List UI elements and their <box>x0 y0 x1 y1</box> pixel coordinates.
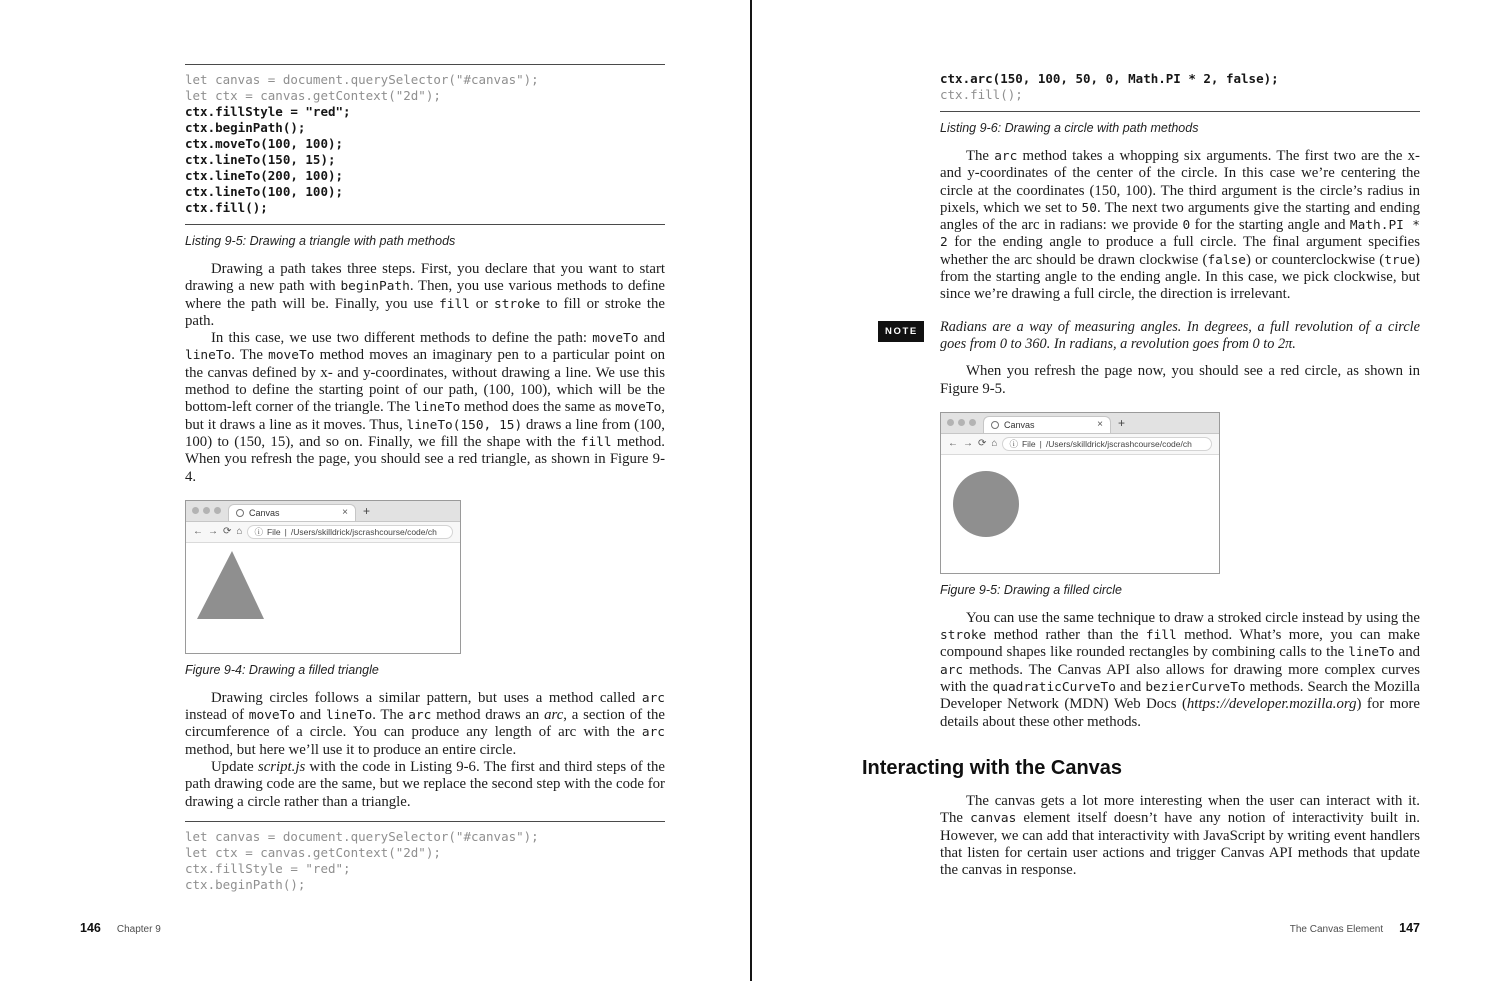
window-control-dots <box>947 419 976 426</box>
note-block <box>885 318 1420 354</box>
address-separator: | <box>284 526 287 537</box>
paragraph-stroked-circle: You can use the same technique to draw a stroked circle instead by using the stroke method rather than the fill method. What’s more, you can make compound shapes like rounded rectangles by combining calls to the lineTo and arc methods. The Canvas API also allows for drawing more complex curves with the quadraticCurveTo and bezierCurveTo methods. Search the Mozilla Developer Network (MDN) Web Docs (https://developer.mozilla.org) for more details about these other methods. <box>940 609 1421 730</box>
circle-shape <box>941 455 1219 573</box>
paragraph-in-this-case: In this case, we use two different methods to define the path: moveTo and lineTo. The moveTo method moves an imaginary pen to a particular point on the canvas defined by x- and y-coordinates, without drawing a line. We use this method to define the starting point of our path, (100, 100), which will be the bottom-left corner of the triangle. The lineTo method does the same as moveTo, but it draws a line as it moves. Thus, lineTo(150, 15) draws a line from (100, 100) to (150, 15), and so on. Finally, we fill the shape with the fill method. When you refresh the page, you should see a red triangle, as shown in Figure 9-4. <box>185 330 665 485</box>
window-dot-icon <box>214 507 221 514</box>
window-dot-icon <box>969 419 976 426</box>
note-text: Radians are a way of measuring angles. In degrees, a full revolution of a circle goes from 0 to 360. In radians, a revolution goes from 0 to 2π. <box>940 318 1420 352</box>
paragraph-drawing-circles: Drawing circles follows a similar pattern, but uses a method called arc instead of moveTo and lineTo. The arc method draws an arc, a section of the circumference of a circle. You can produce any length of arc with the arc method, but here we’ll use it to produce an entire circle. <box>185 689 665 758</box>
info-icon: ⓘ <box>1009 438 1018 449</box>
window-dot-icon <box>958 419 965 426</box>
window-dot-icon <box>203 507 210 514</box>
address-bar <box>247 525 453 539</box>
page-right-column <box>862 64 1421 879</box>
window-dot-icon <box>947 419 954 426</box>
figure-9-4-caption: Figure 9-4: Drawing a filled triangle <box>185 662 379 677</box>
url-text: /Users/skilldrick/jscrashcourse/code/ch <box>1045 438 1192 449</box>
section-heading-interacting: Interacting with the Canvas <box>862 756 1123 779</box>
left-page-footer <box>80 921 161 935</box>
listing-9-6-code-part2: ctx.arc(150, 100, 50, 0, Math.PI * 2, false); ctx.fill(); <box>940 64 1420 112</box>
url-text: /Users/skilldrick/jscrashcourse/code/ch <box>290 526 437 537</box>
forward-icon: → <box>963 438 973 450</box>
listing-9-5-code: let canvas = document.querySelector("#canvas"); let ctx = canvas.getContext("2d"); ctx.fillStyle = "red"; ctx.beginPath(); ctx.moveTo(100, 100); ctx.lineTo(150, 15); ctx.lineTo(200, 100); ctx.lineTo(100, 100); ctx.fill(); <box>185 64 665 225</box>
home-icon: ⌂ <box>236 526 243 538</box>
home-icon: ⌂ <box>991 438 998 450</box>
browser-tab-bar <box>941 413 1219 434</box>
page-left-column <box>185 64 665 901</box>
listing-9-6-caption: Listing 9-6: Drawing a circle with path methods <box>940 121 1199 135</box>
paragraph-path-steps: Drawing a path takes three steps. First, you declare that you want to start drawing a new path with beginPath. Then, you use various methods to define where the path will be. Finally, you use fill or stroke to fill or stroke the path. <box>185 261 665 329</box>
forward-icon: → <box>208 526 218 538</box>
note-label: NOTE <box>878 321 924 342</box>
reload-icon: ⟳ <box>978 438 987 450</box>
paragraph-refresh: When you refresh the page now, you should see a red circle, as shown in Figure 9-5. <box>940 363 1420 397</box>
window-control-dots <box>192 507 221 514</box>
file-label: File <box>1021 438 1036 449</box>
window-dot-icon <box>192 507 199 514</box>
close-icon: × <box>1097 419 1103 431</box>
browser-tab <box>228 504 356 521</box>
chapter-label: Chapter 9 <box>116 924 161 935</box>
globe-icon <box>236 509 244 517</box>
canvas-content-area <box>186 543 460 653</box>
figure-9-5 <box>940 412 1220 574</box>
browser-tab <box>983 416 1111 433</box>
globe-icon <box>991 421 999 429</box>
triangle-shape <box>186 543 460 653</box>
figure-9-5-caption: Figure 9-5: Drawing a filled circle <box>940 582 1123 597</box>
browser-toolbar <box>186 522 460 543</box>
new-tab-icon: + <box>1118 415 1126 430</box>
info-icon: ⓘ <box>254 526 263 537</box>
listing-9-5-caption: Listing 9-5: Drawing a triangle with path methods <box>185 234 456 248</box>
section-label: The Canvas Element <box>1289 924 1384 935</box>
page-number: 147 <box>1399 921 1420 935</box>
listing-9-6-code-part1: let canvas = document.querySelector("#canvas"); let ctx = canvas.getContext("2d"); ctx.fillStyle = "red"; ctx.beginPath(); <box>185 821 665 901</box>
paragraph-interacting: The canvas gets a lot more interesting when the user can interact with it. The canvas element itself doesn’t have any notion of interactivity built in. However, we can add that interactivity with JavaScript by writing event handlers that listen for certain user actions and trigger Canvas API methods that update the canvas in response. <box>940 792 1420 879</box>
address-separator: | <box>1039 438 1042 449</box>
right-page-footer <box>1290 921 1420 935</box>
tab-title: Canvas <box>1004 419 1035 430</box>
paragraph-arc-method: The arc method takes a whopping six arguments. The first two are the x- and y-coordinates of the center of the circle. In this case we’re centering the circle at the coordinates (150, 100). The third argument is the circle’s radius in pixels, which we set to 50. The next two arguments give the starting and ending angles of the arc in radians: we provide 0 for the starting angle and Math.PI * 2 for the ending angle to produce a full circle. The final argument specifies whether the arc should be drawn clockwise (false) or counterclockwise (true) from the starting angle to the ending angle. In this case, we pick clockwise, but since we’re drawing a full circle, the direction is irrelevant. <box>940 148 1421 303</box>
close-icon: × <box>342 507 348 519</box>
page-spine-divider <box>750 0 752 981</box>
new-tab-icon: + <box>363 503 371 518</box>
browser-toolbar <box>941 434 1219 455</box>
tab-title: Canvas <box>249 507 280 518</box>
file-label: File <box>266 526 281 537</box>
reload-icon: ⟳ <box>223 526 232 538</box>
page-number: 146 <box>80 921 101 935</box>
browser-tab-bar <box>186 501 460 522</box>
back-icon: ← <box>193 526 203 538</box>
back-icon: ← <box>948 438 958 450</box>
canvas-content-area <box>941 455 1219 573</box>
figure-9-4 <box>185 500 461 654</box>
paragraph-update-script: Update script.js with the code in Listing 9-6. The first and third steps of the path drawing code are the same, but we replace the second step with the code for drawing a circle rather than a triangle. <box>185 759 665 810</box>
address-bar <box>1002 437 1212 451</box>
